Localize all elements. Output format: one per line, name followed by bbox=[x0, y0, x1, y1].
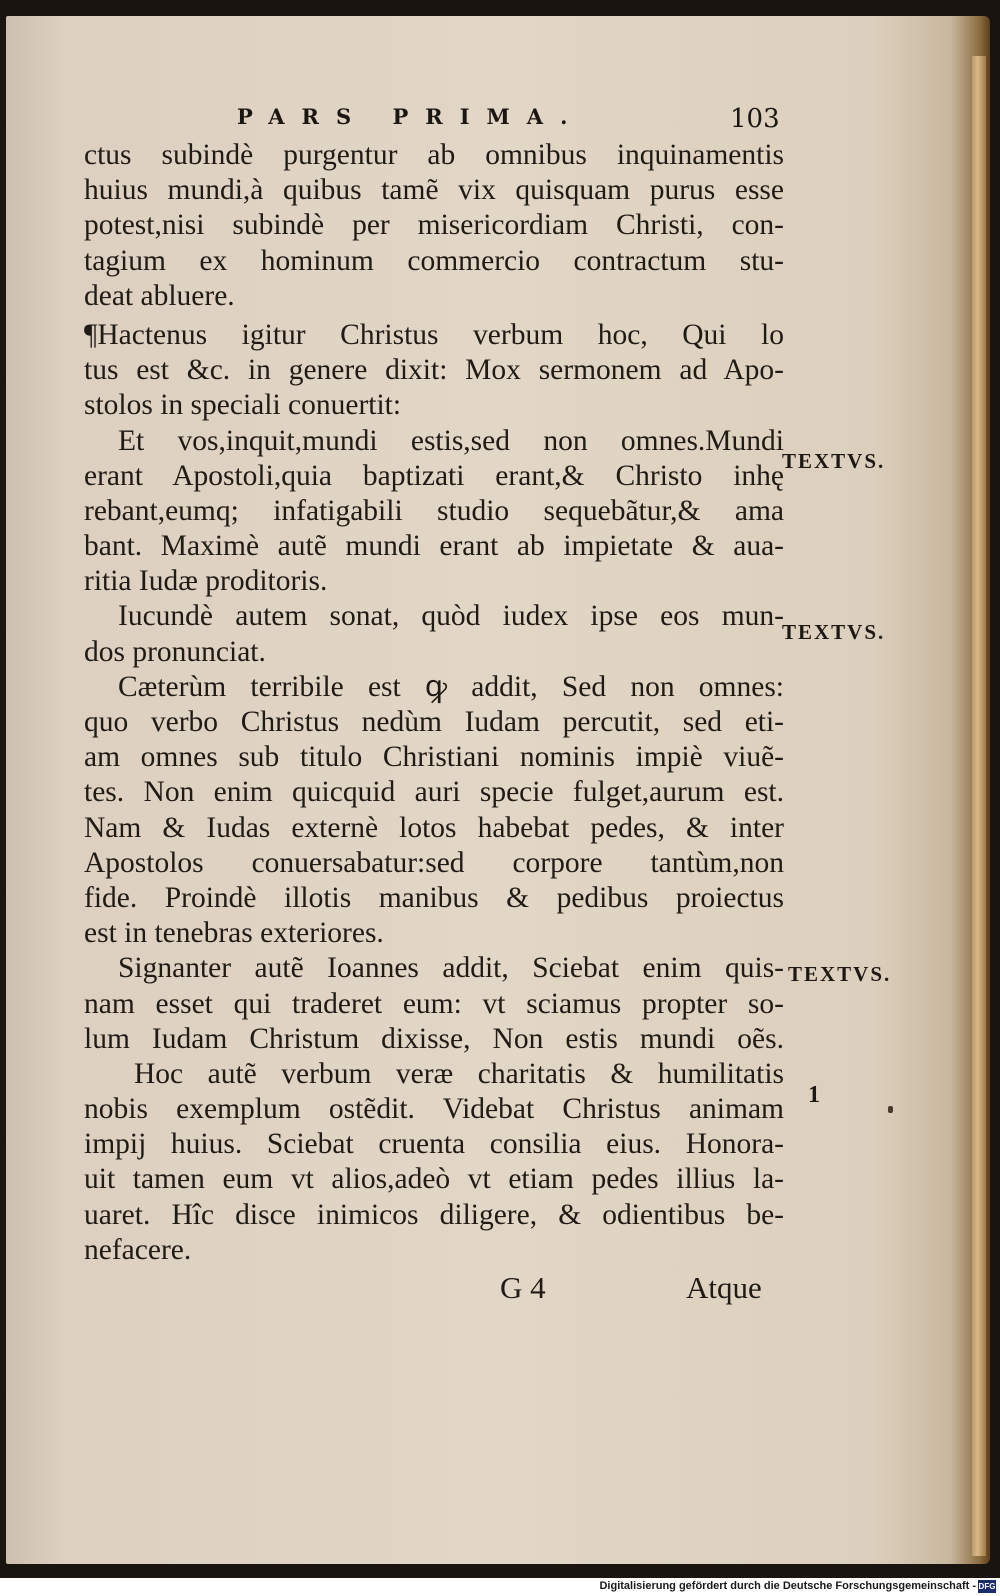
text-line: rebant,eumq; infatigabili studio sequebãtur,& ama bbox=[84, 494, 784, 527]
signature-mark: G 4 bbox=[500, 1270, 546, 1305]
text-line: dos pronunciat. bbox=[84, 635, 266, 668]
text-line: tagium ex hominum commercio contractum stu- bbox=[84, 244, 784, 277]
text-line: est in tenebras exteriores. bbox=[84, 917, 384, 950]
text-line: erant Apostoli,quia baptizati erant,& Christo inhę bbox=[84, 459, 784, 492]
text-line: Et vos,inquit,mundi estis,sed non omnes.Mundi bbox=[118, 424, 784, 457]
text-line: Apostolos conuersabatur:sed corpore tantùm,non bbox=[84, 846, 784, 879]
text-line: lum Iudam Christum dixisse, Non estis mundi oẽs. bbox=[84, 1022, 784, 1055]
marginal-note: TEXTVS. bbox=[788, 962, 892, 986]
text-line: ctus subindè purgentur ab omnibus inquinamentis bbox=[84, 139, 784, 171]
text-line: Nam & Iudas externè lotos habebat pedes, & inter bbox=[84, 811, 784, 844]
text-line: Hoc autẽ verbum veræ charitatis & humilitatis bbox=[134, 1057, 784, 1090]
catchline bbox=[0, 1270, 1000, 1310]
text-line: impij huius. Sciebat cruenta consilia eius. Honora- bbox=[84, 1128, 784, 1161]
text-line: Iucundè autem sonat, quòd iudex ipse eos mun- bbox=[118, 600, 784, 633]
text-line: huius mundi,à quibus tamẽ vix quisquam purus esse bbox=[84, 174, 784, 207]
text-line: uaret. Hîc disce inimicos diligere, & odientibus be- bbox=[84, 1198, 784, 1231]
text-line: Signanter autẽ Ioannes addit, Sciebat enim quis- bbox=[118, 952, 784, 985]
running-title: PARS PRIMA. bbox=[237, 104, 585, 129]
text-line: nam esset qui traderet eum: vt sciamus propter so- bbox=[84, 987, 784, 1020]
text-line: deat abluere. bbox=[84, 279, 235, 312]
marginal-number: 1 bbox=[808, 1082, 822, 1108]
text-line: nefacere. bbox=[84, 1233, 192, 1266]
footer-credit: Digitalisierung gefördert durch die Deutsche Forschungsgemeinschaft - bbox=[599, 1580, 976, 1592]
text-line: tus est &c. in genere dixit: Mox sermonem ad Apo- bbox=[84, 354, 784, 387]
page-number: 103 bbox=[730, 104, 780, 134]
text-line: uit tamen eum vt alios,adeò vt etiam pedes illius la- bbox=[84, 1163, 784, 1196]
text-line: tes. Non enim quicquid auri specie fulget,aurum est. bbox=[84, 776, 784, 809]
catchword: Atque bbox=[686, 1270, 762, 1305]
text-line: stolos in speciali conuertit: bbox=[84, 389, 402, 422]
marginal-note: TEXTVS. bbox=[782, 620, 886, 644]
text-line: ritia Iudæ proditoris. bbox=[84, 565, 328, 598]
text-line: am omnes sub titulo Christiani nominis impiè viuẽ- bbox=[84, 741, 784, 774]
text-line: fide. Proindè illotis manibus & pedibus proiectus bbox=[84, 881, 784, 914]
text-line: potest,nisi subindè per misericordiam Christi, con- bbox=[84, 209, 784, 242]
text-line: Cæterùm terribile est ꝙ addit, Sed non omnes: bbox=[118, 670, 784, 703]
body-text bbox=[84, 138, 784, 1268]
page-edge bbox=[972, 56, 986, 1556]
text-line: bant. Maximè autẽ mundi erant ab impietate & aua- bbox=[84, 530, 784, 563]
text-line: nobis exemplum ostẽdit. Videbat Christus animam bbox=[84, 1093, 784, 1126]
marginal-note: TEXTVS. bbox=[782, 449, 886, 473]
text-line: quo verbo Christus nedùm Iudam percutit, sed eti- bbox=[84, 706, 784, 738]
dfg-logo-icon: DFG bbox=[978, 1582, 996, 1591]
ink-speck bbox=[888, 1106, 893, 1113]
text-line: ¶Hactenus igitur Christus verbum hoc, Qui lo bbox=[84, 318, 784, 351]
running-head bbox=[0, 104, 1000, 138]
